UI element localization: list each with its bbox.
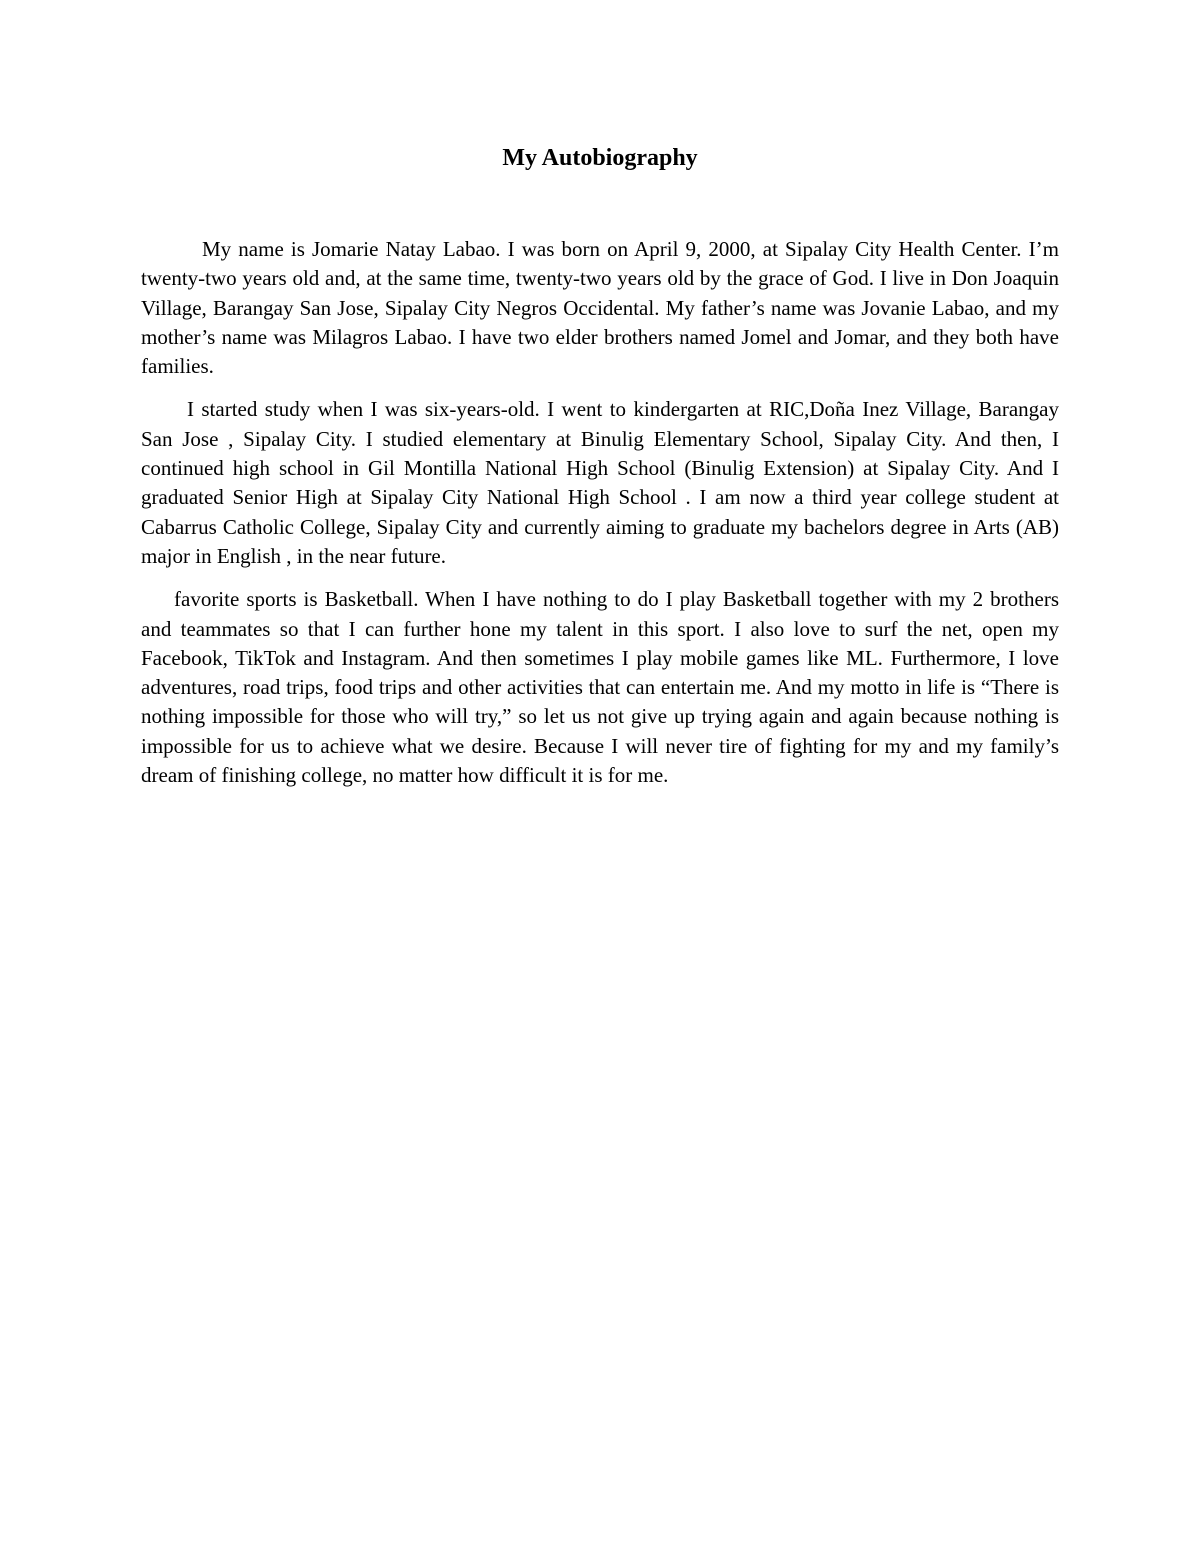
paragraph-education: I started study when I was six-years-old. I went to kindergarten at RIC,Doña Inez Village, Barangay San Jose , Sipalay City. I studied elementary at Binulig Elementary School, Sipalay City. And then, I continued high school in Gil Montilla National High School (Binulig Extension) at Sipalay City. And I graduated Senior High at Sipalay City National High School . I am now a third year college student at Cabarrus Catholic College, Sipalay City and currently aiming to graduate my bachelors degree in Arts (AB) major in English , in the near future.: [141, 397, 1059, 568]
paragraph-personal-info: My name is Jomarie Natay Labao. I was born on April 9, 2000, at Sipalay City Health Center. I’m twenty-two years old and, at the same time, twenty-two years old by the grace of God. I live in Don Joaquin Village, Barangay San Jose, Sipalay City Negros Occidental. My father’s name was Jovanie Labao, and my mother’s name was Milagros Labao. I have two elder brothers named Jomel and Jomar, and they both have families.: [141, 237, 1059, 379]
paragraph-hobbies-motto: favorite sports is Basketball. When I have nothing to do I play Basketball together with my 2 brothers and teammates so that I can further hone my talent in this sport. I also love to surf the net, open my Facebook, TikTok and Instagram. And then sometimes I play mobile games like ML. Furthermore, I love adventures, road trips, food trips and other activities that can entertain me. And my motto in life is “There is nothing impossible for those who will try,” so let us not give up trying again and again because nothing is impossible for us to achieve what we desire. Because I will never tire of fighting for my and my family’s dream of finishing college, no matter how difficult it is for me.: [141, 587, 1059, 788]
document-title: My Autobiography: [502, 145, 698, 171]
document-body: [141, 235, 1059, 804]
